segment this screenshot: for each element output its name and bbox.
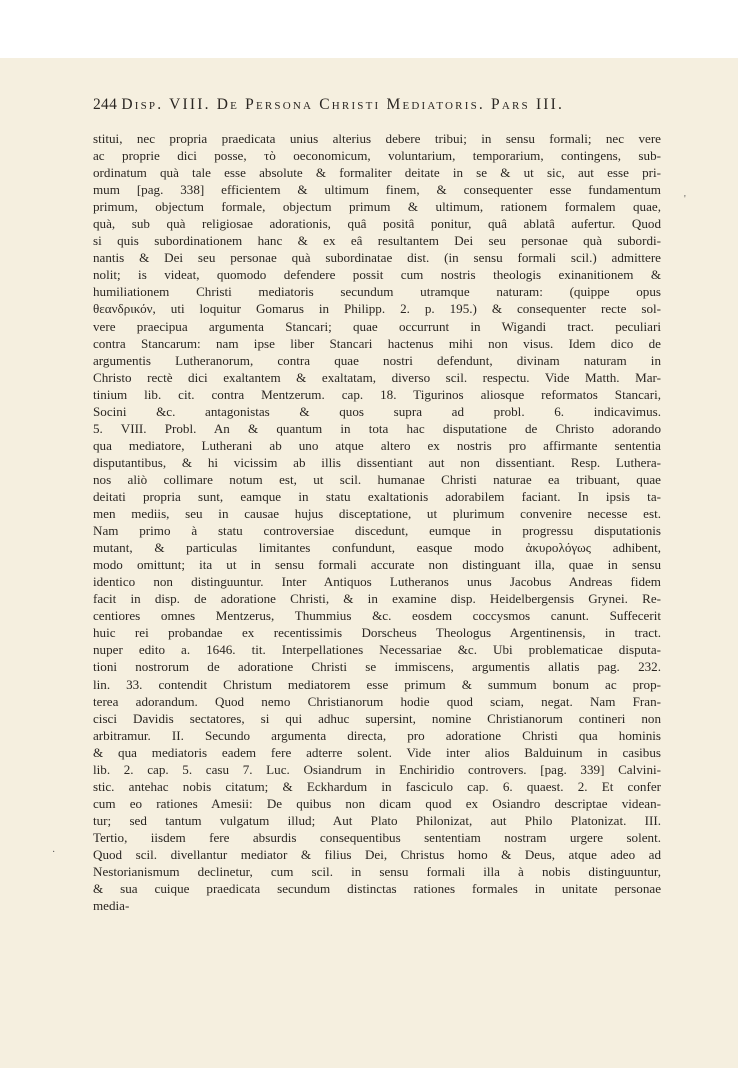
text-line: arbitramur. II. Secundo argumenta directa, pro adoratione Christi qua hominis (93, 727, 661, 743)
text-line: Tertio, iisdem fere absurdis consequentibus sententiam nostram urgere solent. (93, 829, 661, 845)
text-line: stic. antehac nobis citatum; & Eckhardum in fasciculo cap. 6. quaest. 2. Et confer (93, 778, 661, 794)
text-line: men mediis, seu in causae hujus disceptatione, ut plurimum convenire necesse est. (93, 506, 661, 522)
text-line: humiliationem Christi mediatoris secundum utramque naturam: (quippe opus (93, 284, 661, 300)
text-line: deitati propria sunt, eamque in statu exaltationis adorabilem faciant. In ipsis ta- (93, 488, 661, 504)
text-line: vere praecipua argumenta Stancari; quae occurrunt in Wigandi tract. peculiari (93, 318, 661, 334)
text-line: mutant, & particulas limitantes confundunt, easque modo ἀκυρολόγως adhibent, (93, 540, 661, 556)
text-line: terea adorandum. Quod nemo Christianorum hodie quod sciam, negat. Nam Fran- (93, 693, 661, 709)
text-line: quà, sub quà religiosae adorationis, quâ positâ ponitur, quâ ablatâ aufertur. Quod (93, 216, 661, 232)
text-line: mum [pag. 338] efficientem & ultimum finem, & consequenter esse fundamentum (93, 182, 661, 198)
text-line: Nam primo à statu controversiae discedunt, eumque in progressu disputationis (93, 523, 661, 539)
text-line: θεανδρικόν, uti loquitur Gomarus in Philipp. 2. p. 195.) & consequenter recte sol- (93, 301, 661, 317)
book-page (0, 58, 738, 1068)
text-line: tinium lib. cit. contra Mentzerum. cap. 18. Tigurinos aliosque reformatos Stancari, (93, 386, 661, 402)
body-text (93, 130, 661, 914)
text-line: media- (93, 898, 130, 914)
text-line: tur; sed tantum vulgatum illud; Aut Plato Philonizat, aut Philo Platonizat. III. (93, 812, 661, 828)
text-line: cisci Davidis sectatores, si qui adhuc supersint, nomine Christianorum contineri non (93, 710, 661, 726)
text-line: lin. 33. contendit Christum mediatorem esse primum & summum bonum ac prop- (93, 676, 661, 692)
text-line: nantis & Dei seu personae quà subordinatae dist. (in sensu formali scil.) admittere (93, 250, 661, 266)
text-line: cum eo rationes Amesii: De quibus non dicam quod ex Osiandro descriptae videan- (93, 795, 661, 811)
text-line: ordinatum quà tale esse absolute & formaliter deitate in se & ut sic, aut esse pri- (93, 165, 661, 181)
text-line: si quis subordinationem hanc & ex eâ resultantem Dei seu personae quà subordi- (93, 233, 661, 249)
text-line: modo omittunt; ita ut in sensu formali accurate non distinguant illa, quae in sensu (93, 557, 661, 573)
header-title: Disp. VIII. De Persona Christi Mediatoris. Pars III. (121, 96, 565, 113)
scan-margin (0, 0, 738, 58)
text-line: & sua cuique praedicata secundum distinctas rationes formales in unitate personae (93, 881, 661, 897)
text-line: Christo rectè dici exaltantem & exaltatam, diverso scil. respectu. Vide Matth. Mar- (93, 369, 661, 385)
text-line: disputantibus, & hi vicissim ab illis dissentiant aut non dissentiant. Resp. Luthera- (93, 454, 661, 470)
text-line: ac proprie dici posse, τὸ oeconomicum, voluntarium, temporarium, contingens, sub- (93, 148, 661, 164)
text-line: Quod scil. divellantur mediator & filius Dei, Christus homo & Deus, atque adeo ad (93, 846, 661, 862)
text-line: nuper edito a. 1646. tit. Interpellationes Necessariae &c. Ubi problematicae disputa- (93, 642, 661, 658)
text-line: Socini &c. antagonistas & quos supra ad probl. 6. indicavimus. (93, 403, 661, 419)
page-number: 244 (93, 96, 118, 113)
text-line: nos aliò collimare notum est, ut scil. humanae Christi naturae ea tribuant, quae (93, 471, 661, 487)
text-line: huic rei probandae ex recentissimis Dorscheus Theologus Argentinensis, in tract. (93, 625, 661, 641)
text-line: argumentis Lutheranorum, contra quae nostri defendunt, divinam naturam in (93, 352, 661, 368)
text-line: centiores omnes Mentzerus, Thummius &c. eosdem coccysmos canunt. Suffecerit (93, 608, 661, 624)
text-line: 5. VIII. Probl. An & quantum in tota hac disputatione de Christo adorando (93, 420, 661, 436)
margin-mark: · (52, 847, 56, 858)
text-line: identico non distinguuntur. Inter Antiquos Lutheranos unus Jacobus Andreas fidem (93, 574, 661, 590)
text-line: facit in disp. de adoratione Christi, & in examine disp. Heidelbergensis Grynei. Re- (93, 591, 661, 607)
text-line: primum, objectum formale, objectum primum & ultimum, rationem formalem quae, (93, 199, 661, 215)
text-line: Nestorianismum declinetur, cum scil. in sensu formali illa à nobis distinguuntur, (93, 864, 661, 880)
text-line: stitui, nec propria praedicata unius alterius debere tribui; in sensu formali; nec vere (93, 131, 661, 146)
text-line: nolit; is videat, quomodo defendere possit cum nostris theologis exinanitionem & (93, 267, 661, 283)
text-line: contra Stancarum: nam ipse liber Stancari hactenus mihi non visus. Idem dico de (93, 335, 661, 351)
running-header (93, 96, 663, 114)
text-line: tioni nostrorum de adoratione Christi se immiscens, argumentis allatis pag. 232. (93, 659, 661, 675)
text-line: lib. 2. cap. 5. casu 7. Luc. Osiandrum in Enchiridio controvers. [pag. 339] Calvini- (93, 761, 661, 777)
text-line: & qua mediatoris eadem fere adterre solent. Vide inter alios Balduinum in casibus (93, 744, 661, 760)
text-line: qua mediatore, Lutherani ab uno atque altero ex nostris pro affirmante sententia (93, 437, 661, 453)
margin-mark: ' (684, 194, 686, 205)
